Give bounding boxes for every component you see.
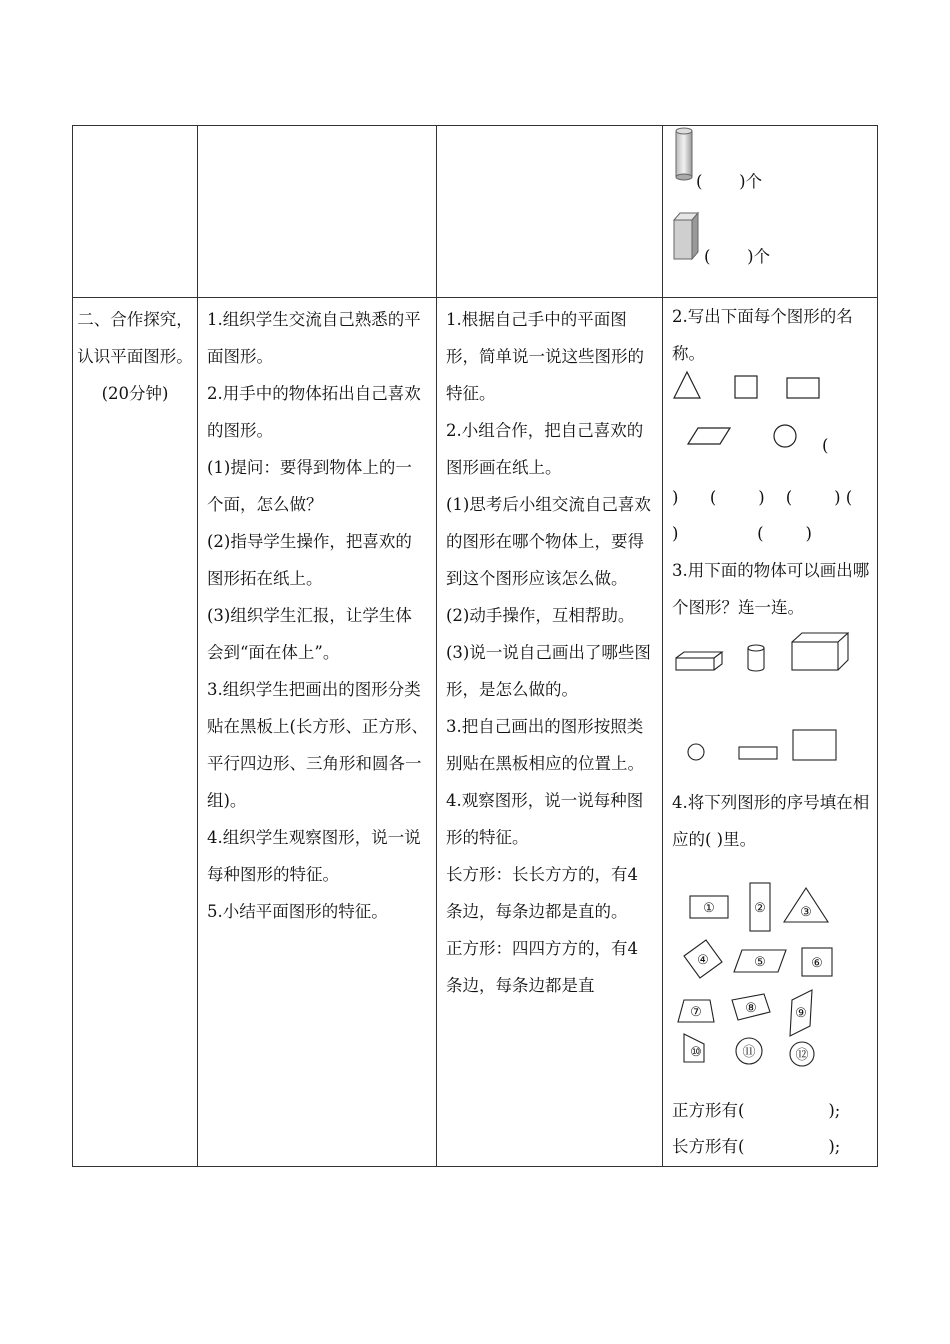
cuboid-icon [672,210,704,262]
shape-label: ④ [697,953,709,968]
table-row [73,126,878,298]
shape-label: ⑨ [795,1006,807,1021]
rectangle-answer-line: 长方形有( ); [672,1137,841,1156]
stage-cell-empty [73,126,198,298]
shape-label: ⑤ [754,955,766,970]
student-step: 1.根据自己手中的平面图形，简单说一说这些图形的特征。 [446,310,644,403]
teacher-step: 1.组织学生交流自己熟悉的平面图形。 [207,310,421,366]
small-cylinder-icon [748,645,764,671]
solids-matching-figure [672,628,877,768]
q2-blanks-line2: ) ( ) [672,524,812,543]
shape-label: ③ [800,905,812,920]
rectangle-shape [787,378,819,398]
square-shape [735,376,757,398]
teacher-step: 4.组织学生观察图形，说一说每种图形的特征。 [207,828,421,884]
cuboid-count-blank: ( )个 [704,247,771,266]
cylinder-count-blank: ( )个 [696,172,763,191]
parallelogram-shape [688,428,730,444]
student-step: 2.小组合作，把自己喜欢的图形画在纸上。 [446,421,644,477]
teacher-step: (1)提问：要得到物体上的一个面，怎么做？ [207,458,412,514]
student-cell-empty [437,126,663,298]
exercise-q3: 3.用下面的物体可以画出哪个图形？连一连。 [672,561,870,617]
large-rectangle-target [793,730,836,760]
teacher-step: 2.用手中的物体拓出自己喜欢的图形。 [207,384,421,440]
teacher-step: 3.组织学生把画出的图形分类贴在黑板上(长方形、正方形、平行四边形、三角形和圆各一组)。 [207,680,428,810]
student-step: (2)动手操作，互相帮助。 [446,606,635,625]
long-cuboid-icon [676,652,722,670]
circle-shape [774,425,796,447]
numbered-shapes-figure [672,878,877,1073]
shape-label: ⑩ [690,1045,702,1060]
student-step: 长方形：长长方方的，有4条边，每条边都是直的。 [446,865,638,921]
stage-cell [73,298,198,1167]
student-step: (3)说一说自己画出了哪些图形，是怎么做的。 [446,643,651,699]
teacher-step: (3)组织学生汇报，让学生体会到“面在体上”。 [207,606,412,662]
shape-label: ⑦ [690,1005,702,1020]
shape-label: ① [703,901,715,916]
triangle-shape [674,372,700,398]
shape-label: ② [754,901,766,916]
shape-label: ⑧ [745,1001,757,1016]
student-step: (1)思考后小组交流自己喜欢的图形在哪个物体上，要得到这个图形应该怎么做。 [446,495,651,588]
teacher-step: 5.小结平面图形的特征。 [207,902,388,921]
student-step: 正方形：四四方方的，有4条边，每条边都是直 [446,939,638,995]
exercise-q4: 4.将下列图形的序号填在相应的( )里。 [672,793,870,849]
circle-target [688,744,704,760]
rectangle-target [739,747,777,759]
teacher-cell-empty [198,126,437,298]
teacher-activities-cell [198,298,437,1167]
shape-label: ⑫ [795,1048,809,1063]
teacher-step: (2)指导学生操作，把喜欢的图形拓在纸上。 [207,532,412,588]
q2-blanks-line1: ) ( ) ( ) ( [672,488,853,507]
student-step: 3.把自己画出的图形按照类别贴在黑板相应的位置上。 [446,717,644,773]
exercise-q2: 2.写出下面每个图形的名称。 [672,307,853,363]
shape-label: ⑥ [811,956,823,971]
student-step: 4.观察图形，说一说每种图形的特征。 [446,791,644,847]
q2-blank-open: ( [822,436,829,455]
shape-label: ⑪ [742,1045,756,1060]
plane-shapes-figure [672,370,877,456]
large-cuboid-icon [792,633,848,670]
stage-text: 二、合作探究，认识平面图形。(20分钟) [77,310,193,403]
square-answer-line: 正方形有( ); [672,1101,841,1120]
student-activities-cell [437,298,663,1167]
